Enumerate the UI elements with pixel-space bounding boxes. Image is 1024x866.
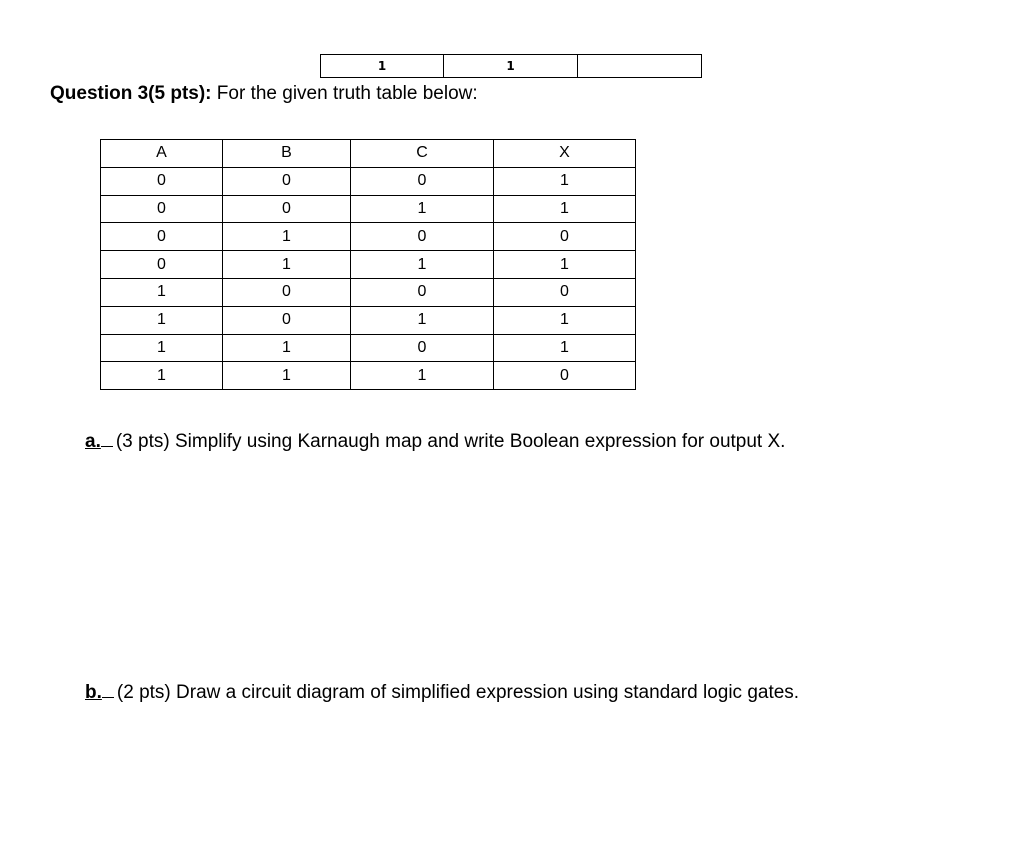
cell-a: 0 — [101, 167, 223, 195]
question-text: For the given truth table below: — [211, 83, 478, 104]
table-row — [101, 278, 636, 306]
part-b-letter: b. — [85, 682, 102, 703]
table-row — [101, 195, 636, 223]
table-row — [101, 306, 636, 334]
question-heading — [50, 83, 478, 105]
cell-a: 0 — [101, 195, 223, 223]
table-row — [101, 167, 636, 195]
column-header-c: C — [351, 140, 494, 168]
score-cell — [578, 55, 702, 78]
score-row — [321, 55, 702, 78]
table-row — [101, 251, 636, 279]
cell-x: 0 — [494, 278, 636, 306]
cell-b: 0 — [223, 306, 351, 334]
cell-b: 0 — [223, 167, 351, 195]
question-label: Question 3(5 pts): — [50, 83, 212, 104]
column-header-a: A — [101, 140, 223, 168]
cell-c: 1 — [351, 195, 494, 223]
cell-b: 0 — [223, 195, 351, 223]
cell-b: 1 — [223, 334, 351, 362]
cell-c: 1 — [351, 362, 494, 390]
cell-c: 0 — [351, 278, 494, 306]
part-b-instruction — [85, 680, 799, 704]
table-row — [101, 334, 636, 362]
cell-a: 0 — [101, 223, 223, 251]
cell-c: 0 — [351, 334, 494, 362]
table-row — [101, 223, 636, 251]
cell-a: 1 — [101, 362, 223, 390]
column-header-x: X — [494, 140, 636, 168]
score-cell: 1 — [444, 55, 578, 78]
part-a-text: (3 pts) Simplify using Karnaugh map and write Boolean expression for output X. — [115, 431, 786, 452]
column-header-b: B — [223, 140, 351, 168]
cell-c: 1 — [351, 251, 494, 279]
cell-x: 1 — [494, 334, 636, 362]
cell-a: 1 — [101, 334, 223, 362]
cell-a: 0 — [101, 251, 223, 279]
cell-b: 0 — [223, 278, 351, 306]
cell-c: 1 — [351, 306, 494, 334]
truth-table — [100, 139, 636, 390]
cell-x: 1 — [494, 195, 636, 223]
cell-x: 1 — [494, 306, 636, 334]
cell-x: 0 — [494, 362, 636, 390]
score-cell: 1 — [321, 55, 444, 78]
truth-table-header-row — [101, 140, 636, 168]
cell-b: 1 — [223, 223, 351, 251]
cell-c: 0 — [351, 167, 494, 195]
cell-c: 0 — [351, 223, 494, 251]
cell-b: 1 — [223, 251, 351, 279]
part-a-instruction — [85, 429, 785, 453]
cell-a: 1 — [101, 278, 223, 306]
part-a-underline-gap — [101, 429, 113, 447]
cell-x: 0 — [494, 223, 636, 251]
part-a-letter: a. — [85, 431, 101, 452]
part-b-underline-gap — [102, 680, 114, 698]
part-b-text: (2 pts) Draw a circuit diagram of simplified expression using standard logic gates. — [116, 682, 800, 703]
score-table — [320, 54, 702, 78]
cell-x: 1 — [494, 251, 636, 279]
cell-a: 1 — [101, 306, 223, 334]
table-row — [101, 362, 636, 390]
cell-b: 1 — [223, 362, 351, 390]
cell-x: 1 — [494, 167, 636, 195]
